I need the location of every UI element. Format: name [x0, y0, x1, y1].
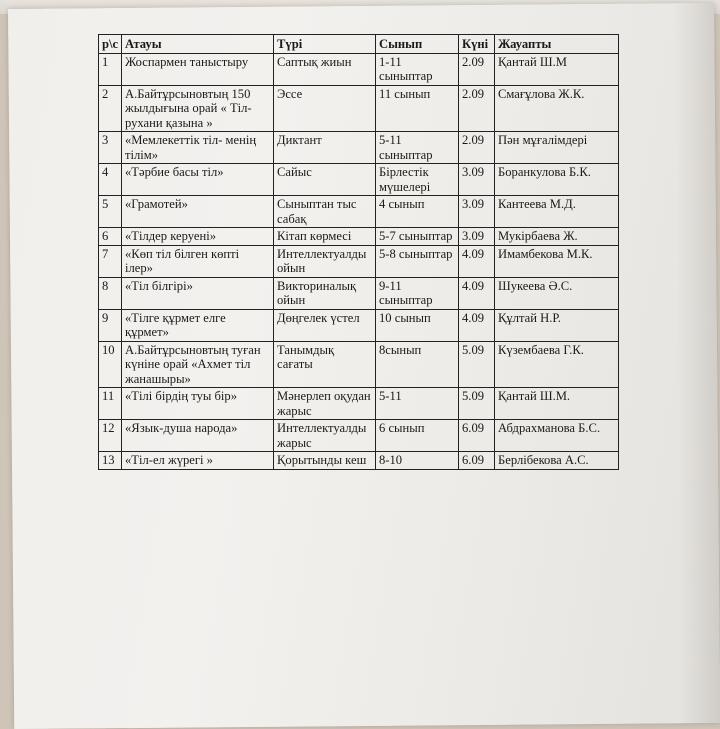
row-day: 3.09	[459, 228, 495, 246]
row-title: «Язык-душа народа»	[122, 420, 274, 452]
header-day: Күні	[459, 35, 495, 54]
header-class: Сынып	[376, 35, 459, 54]
row-class: Бірлестік мүшелері	[376, 164, 459, 196]
table-row	[99, 53, 619, 85]
table-header-row	[99, 35, 619, 54]
table-row	[99, 341, 619, 388]
table-row	[99, 196, 619, 228]
row-type: Диктант	[274, 132, 376, 164]
row-number: 9	[99, 309, 122, 341]
row-title: «Мемлекеттік тіл- менің тілім»	[122, 132, 274, 164]
row-type: Кітап көрмесі	[274, 228, 376, 246]
row-responsible: Пән мұғалімдері	[495, 132, 619, 164]
row-responsible: Берлібекова А.С.	[495, 452, 619, 470]
row-type: Эссе	[274, 85, 376, 132]
row-title: «Тіл білгірі»	[122, 277, 274, 309]
row-type: Қорытынды кеш	[274, 452, 376, 470]
row-responsible: Күзембаева Г.К.	[495, 341, 619, 388]
row-day: 2.09	[459, 132, 495, 164]
table-row	[99, 132, 619, 164]
row-title: Жоспармен таныстыру	[122, 53, 274, 85]
row-title: А.Байтұрсыновтың туған күніне орай «Ахмет тіл жанашыры»	[122, 341, 274, 388]
row-type: Интеллектуалды жарыс	[274, 420, 376, 452]
header-title: Атауы	[122, 35, 274, 54]
row-number: 13	[99, 452, 122, 470]
paper-shadow	[674, 3, 720, 723]
row-type: Интеллектуалды ойын	[274, 245, 376, 277]
row-class: 5-8 сыныптар	[376, 245, 459, 277]
row-title: «Тілдер керуені»	[122, 228, 274, 246]
row-number: 8	[99, 277, 122, 309]
table-row	[99, 420, 619, 452]
row-type: Сыныптан тыс сабақ	[274, 196, 376, 228]
row-title: «Тәрбие басы тіл»	[122, 164, 274, 196]
row-day: 2.09	[459, 53, 495, 85]
table-row	[99, 452, 619, 470]
row-class: 11 сынып	[376, 85, 459, 132]
row-class: 5-11	[376, 388, 459, 420]
row-title: «Тілге құрмет елге құрмет»	[122, 309, 274, 341]
row-day: 3.09	[459, 196, 495, 228]
row-number: 6	[99, 228, 122, 246]
row-day: 3.09	[459, 164, 495, 196]
row-responsible: Қантай Ш.М	[495, 53, 619, 85]
row-day: 4.09	[459, 277, 495, 309]
row-class: 5-11 сыныптар	[376, 132, 459, 164]
table-row	[99, 228, 619, 246]
row-number: 1	[99, 53, 122, 85]
row-responsible: Смағұлова Ж.К.	[495, 85, 619, 132]
row-class: 8-10	[376, 452, 459, 470]
row-number: 10	[99, 341, 122, 388]
table-row	[99, 388, 619, 420]
row-type: Дөңгелек үстел	[274, 309, 376, 341]
row-class: 8сынып	[376, 341, 459, 388]
row-number: 12	[99, 420, 122, 452]
row-day: 4.09	[459, 309, 495, 341]
row-day: 4.09	[459, 245, 495, 277]
table-row	[99, 164, 619, 196]
row-class: 5-7 сыныптар	[376, 228, 459, 246]
row-number: 3	[99, 132, 122, 164]
row-responsible: Кантеева М.Д.	[495, 196, 619, 228]
row-day: 5.09	[459, 388, 495, 420]
row-title: А.Байтұрсыновтың 150 жылдығына орай « Тіл-рухани қазына »	[122, 85, 274, 132]
row-title: «Тіл-ел жүрегі »	[122, 452, 274, 470]
row-number: 4	[99, 164, 122, 196]
row-number: 11	[99, 388, 122, 420]
row-day: 5.09	[459, 341, 495, 388]
table-row	[99, 309, 619, 341]
row-day: 6.09	[459, 452, 495, 470]
row-responsible: Боранкулова Б.К.	[495, 164, 619, 196]
row-class: 10 сынып	[376, 309, 459, 341]
row-responsible: Шукеева Ә.С.	[495, 277, 619, 309]
header-responsible: Жауапты	[495, 35, 619, 54]
row-number: 5	[99, 196, 122, 228]
table-row	[99, 245, 619, 277]
row-day: 2.09	[459, 85, 495, 132]
row-number: 7	[99, 245, 122, 277]
row-type: Мәнерлеп оқудан жарыс	[274, 388, 376, 420]
row-type: Танымдық сағаты	[274, 341, 376, 388]
row-day: 6.09	[459, 420, 495, 452]
events-schedule-table	[98, 34, 619, 470]
table-row	[99, 85, 619, 132]
row-class: 4 сынып	[376, 196, 459, 228]
row-title: «Грамотей»	[122, 196, 274, 228]
row-responsible: Қантай Ш.М.	[495, 388, 619, 420]
row-responsible: Құлтай Н.Р.	[495, 309, 619, 341]
row-class: 1-11 сыныптар	[376, 53, 459, 85]
row-class: 6 сынып	[376, 420, 459, 452]
row-type: Сайыс	[274, 164, 376, 196]
row-type: Викториналық ойын	[274, 277, 376, 309]
header-number: р\с	[99, 35, 122, 54]
row-title: «Тілі бірдің туы бір»	[122, 388, 274, 420]
row-responsible: Имамбекова М.К.	[495, 245, 619, 277]
row-title: «Көп тіл білген көпті ілер»	[122, 245, 274, 277]
row-responsible: Абдрахманова Б.С.	[495, 420, 619, 452]
row-number: 2	[99, 85, 122, 132]
row-responsible: Мукірбаева Ж.	[495, 228, 619, 246]
header-type: Түрі	[274, 35, 376, 54]
row-type: Саптық жиын	[274, 53, 376, 85]
table-row	[99, 277, 619, 309]
row-class: 9-11 сыныптар	[376, 277, 459, 309]
